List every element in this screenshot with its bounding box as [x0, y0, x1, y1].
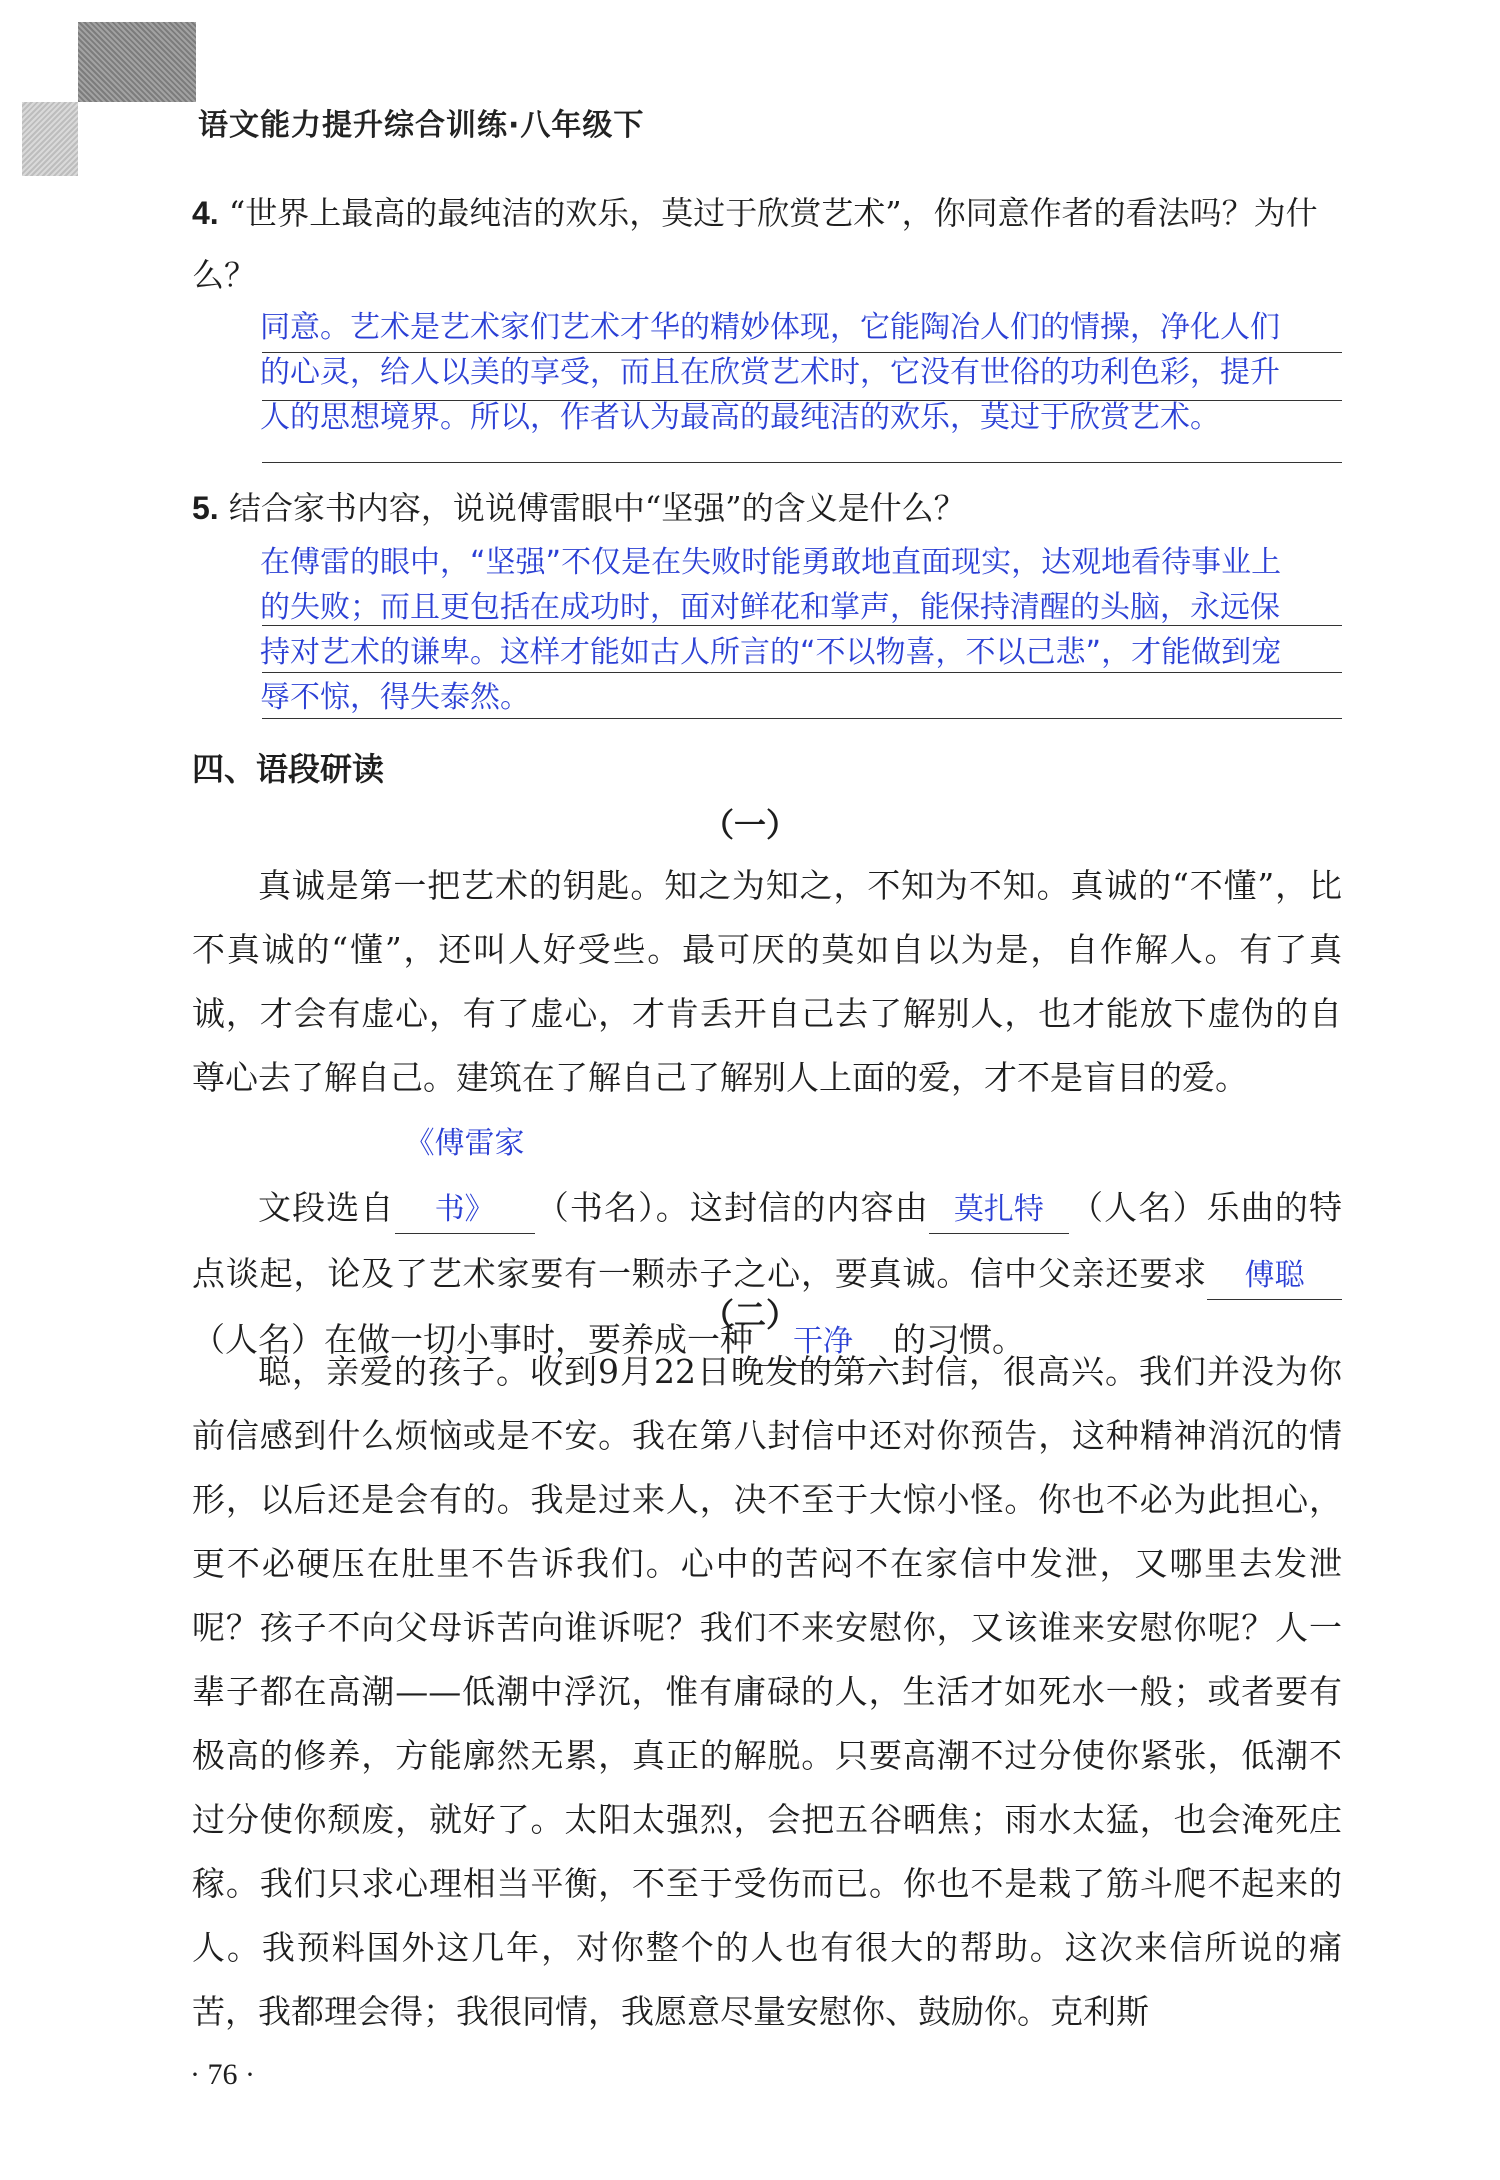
header-title: 语文能力提升综合训练·八年级下	[198, 108, 645, 143]
answer-rule	[262, 718, 1342, 719]
question-5-number: 5.	[192, 490, 219, 526]
answer-rule	[262, 352, 1342, 353]
answer-5-line-3: 持对艺术的谦卑。这样才能如古人所言的“不以物喜，不以己悲”，才能做到宠	[260, 635, 1282, 670]
answer-5-line-1: 在傅雷的眼中，“坚强”不仅是在失败时能勇敢地直面现实，达观地看待事业上	[260, 545, 1282, 580]
page-number: · 76 ·	[190, 2058, 255, 2091]
fill-answer-habit: 干净	[793, 1324, 853, 1359]
fill-answer-person: 傅聪	[1244, 1258, 1305, 1293]
question-4	[192, 182, 1342, 306]
fill-answer-composer: 莫扎特	[953, 1192, 1044, 1227]
fill-answer-book: 《傅雷家书》	[404, 1126, 525, 1227]
fill-text: （书名）。这封信的内容由	[534, 1188, 929, 1227]
answer-4-line-3: 人的思想境界。所以，作者认为最高的最纯洁的欢乐，莫过于欣赏艺术。	[260, 400, 1220, 435]
fill-text: （人名）乐曲的特点谈起，论及了艺术家要有一颗赤子之心，要真诚。信中父亲还要求	[192, 1188, 1343, 1293]
fill-text: 文段选自	[258, 1188, 395, 1227]
answer-4-line-1: 同意。艺术是艺术家们艺术才华的精妙体现，它能陶冶人们的情操，净化人们	[260, 310, 1280, 345]
part-1-passage: 真诚是第一把艺术的钥匙。知之为知之，不知为不知。真诚的“不懂”，比不真诚的“懂”，还叫人好受些。最可厌的莫如自以为是，自作解人。有了真诚，才会有虚心，有了虚心，才肯丢开自己去了解别人，也才能放下虚伪的自尊心去了解自己。建筑在了解自己了解别人上面的爱，才不是盲目的爱。	[192, 866, 1342, 1097]
answer-rule	[262, 672, 1342, 673]
corner-decoration-dark	[78, 22, 196, 102]
answer-5-line-4: 辱不惊，得失泰然。	[260, 680, 530, 715]
answer-5-line-2: 的失败；而且更包括在成功时，面对鲜花和掌声，能保持清醒的头脑，永远保	[260, 590, 1280, 625]
fill-text: （人名）在做一切小事时，要养成一种	[192, 1320, 753, 1359]
corner-decoration-light	[22, 102, 78, 176]
fill-blank-book	[395, 1110, 535, 1242]
part-2-title: （二）	[701, 1296, 798, 1334]
answer-4-line-2: 的心灵，给人以美的享受，而且在欣赏艺术时，它没有世俗的功利色彩，提升	[260, 355, 1280, 390]
question-5	[192, 477, 1342, 539]
fill-text: 的习惯。	[893, 1320, 1025, 1359]
answer-rule	[262, 462, 1342, 463]
part-2-passage: 聪，亲爱的孩子。收到9月22日晚发的第六封信，很高兴。我们并没为你前信感到什么烦恼或是不安。我在第八封信中还对你预告，这种精神消沉的情形，以后还是会有的。我是过来人，决不至于大惊小怪。你也不必为此担心，更不必硬压在肚里不告诉我们。心中的苦闷不在家信中发泄，又哪里去发泄呢？孩子不向父母诉苦向谁诉呢？我们不来安慰你，又该谁来安慰你呢？人一辈子都在高潮——低潮中浮沉，惟有庸碌的人，生活才如死水一般；或者要有极高的修养，方能廓然无累，真正的解脱。只要高潮不过分使你紧张，低潮不过分使你颓废，就好了。太阳太强烈，会把五谷晒焦；雨水太猛，也会淹死庄稼。我们只求心理相当平衡，不至于受伤而已。你也不是栽了筋斗爬不起来的人。我预料国外这几年，对你整个的人也有很大的帮助。这次来信所说的痛苦，我都理会得；我很同情，我愿意尽量安慰你、鼓励你。克利斯	[192, 1352, 1342, 2031]
fill-blank-composer	[929, 1176, 1069, 1242]
part-1-title: （一）	[701, 806, 798, 844]
question-4-number: 4.	[192, 195, 219, 231]
answer-rule	[262, 625, 1342, 626]
answer-rule	[262, 400, 1342, 401]
section-title: 四、语段研读	[192, 750, 385, 788]
question-4-text: “世界上最高的最纯洁的欢乐，莫过于欣赏艺术”，你同意作者的看法吗？为什么？	[192, 194, 1318, 294]
question-5-text: 结合家书内容，说说傅雷眼中“坚强”的含义是什么？	[228, 489, 966, 527]
